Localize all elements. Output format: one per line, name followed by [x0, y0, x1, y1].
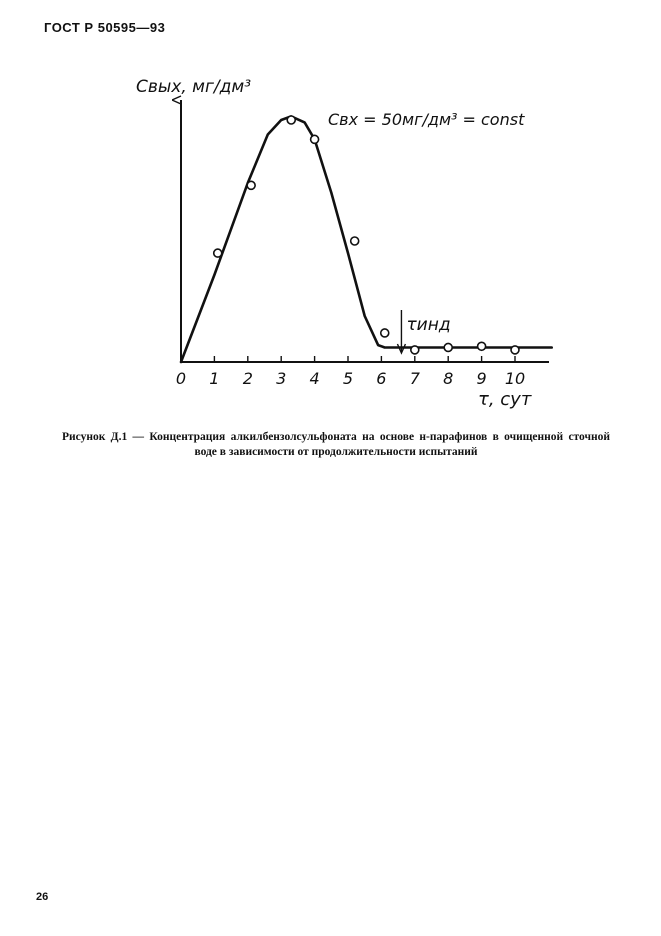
data-point [511, 346, 519, 354]
x-tick-label: 9 [476, 369, 487, 388]
x-tick-label: 1 [209, 369, 220, 388]
document-header: ГОСТ Р 50595—93 [44, 20, 166, 35]
x-tick-label: 5 [342, 369, 354, 388]
x-tick-label: 2 [242, 369, 253, 388]
data-point [247, 181, 255, 189]
inlet-concentration-annotation: Cвх = 50мг/дм³ = const [328, 110, 525, 129]
induction-period-label: τинд [406, 315, 451, 335]
x-tick-label: 8 [443, 369, 454, 388]
y-axis-label: Cвых, мг/дм³ [136, 77, 252, 97]
data-point [351, 237, 359, 245]
data-point [478, 342, 486, 350]
x-tick-label: 0 [175, 369, 187, 388]
data-point [381, 329, 389, 337]
data-point [444, 343, 452, 351]
x-tick-group [176, 356, 525, 388]
concentration-curve [181, 116, 552, 362]
x-axis-label: τ, сут [478, 389, 532, 410]
data-point [311, 135, 319, 143]
data-point [287, 116, 295, 124]
page-number: 26 [36, 891, 49, 903]
data-point [214, 249, 222, 257]
x-tick-label: 10 [504, 369, 526, 388]
x-tick-label: 7 [409, 369, 420, 388]
x-tick-label: 6 [376, 369, 387, 388]
concentration-chart [0, 0, 661, 420]
x-tick-label: 3 [276, 369, 287, 388]
data-point [411, 346, 419, 354]
figure-caption: Рисунок Д.1 — Концентрация алкилбензолсульфоната на основе н-парафинов в очищенной сточной воде в зависимости от продолжительности испытаний [62, 431, 610, 458]
x-tick-label: 4 [309, 369, 320, 388]
